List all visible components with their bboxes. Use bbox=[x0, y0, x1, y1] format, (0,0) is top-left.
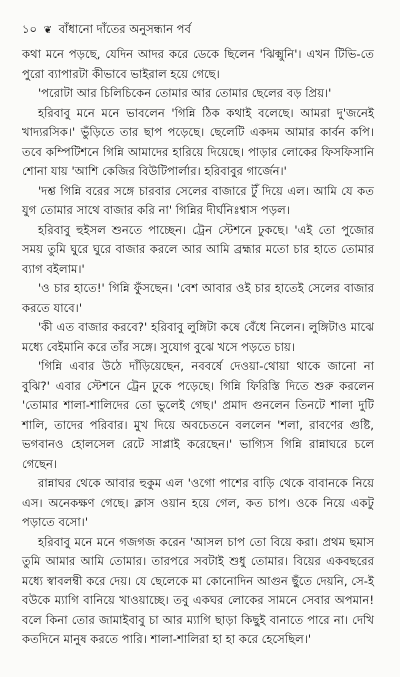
paragraph: 'ও চার হাতে!' গিন্নি ফুঁসছেন। 'বেশ আবার ওই চার হাতেই সেলের বাজার করতে যাবে।' bbox=[22, 281, 374, 315]
paragraph: হরিবাবু মনে মনে গজগজ করেন 'আসল চাপ তো বিয়ে করা। প্রথম ছমাস তুমি আমার আমি তোমার। তারপরে সবটাই শুধু তোমার। বিয়ের একবছরের মধ্যে স্বাবলম্বী করে দেয়। যে ছেলেকে মা কোনোদিন আগুন ছুঁতে দেয়নি, সে-ই বউকে ম্যাগি বানিয়ে খাওয়াচ্ছে। তবু একঘর লোকের সামনে সেবার অপমান! বলে কিনা তোর জামাইবাবু চা আর ম্যাগি ছাড়া কিছুই বানাতে পারে না। দেখি কতদিনে মানুষ করতে পারি। শালা-শালিরা হা হা করে হেসেছিল।' bbox=[22, 534, 374, 646]
paragraph: হরিবাবু মনে মনে ভাবলেন 'গিন্নি ঠিক কথাই বলেছে। আমরা দু'জনেই খাদ্যরসিক।' ভুঁড়িতে তার ছাপ পড়েছে। ছেলেটি একদম আমার কার্বন কপি। তবে কম্পিটিশনে গিন্নি আমাদের হারিয়ে দিয়েছে। পাড়ার লোকের ফিসফিসানি শোনা যায় 'আশি কেজির বিউটিপার্লার। হরিবাবুর গার্জেন।' bbox=[22, 105, 374, 178]
paragraph: কথা মনে পড়ছে, যেদিন আদর করে ডেকে ছিলেন 'ঝিক্মুনি'। এখন টিভি-তে পুরো ব্যাপারটা কীভাবে ভাইরাল হয়ে গেছে। bbox=[22, 47, 374, 81]
paragraph: রান্নাঘর থেকে আবার হুকুম এল 'ওগো পাশের বাড়ি থেকে বাবানকে নিয়ে এস। অনেকক্ষণ গেছে। ক্লাস ওয়ান হয়ে গেল, কত চাপ। ওকে নিয়ে একটু পড়াতে বসো।' bbox=[22, 476, 374, 529]
page-number: ১০ bbox=[22, 22, 37, 36]
book-title: বাঁধানো দাঁতের অনুসন্ধান পর্ব bbox=[58, 22, 191, 36]
paragraph: 'গিন্নি এবার উঠে দাঁড়িয়েছেন, নববর্ষে দেওয়া-থোয়া থাকে জানো না বুঝি?' এবার স্টেশনে ট্রেন ঢুকে পড়েছে। গিন্নি ফিরিস্তি দিতে শুরু করলেন 'তোমার শালা-শালিদের তো ভুলেই গেছ।' প্রমাদ গুনলেন তিনটে শালা দুটি শালি, তাদের পরিবার। মুখ দিয়ে অবচেতনে বললেন 'শলা, রাবণের গুষ্টি, ভগবানও হোলসেল রেটে সাপ্লাই করেছেন।' ভাগ্যিস গিন্নি রান্নাঘরে চলে গেছেন। bbox=[22, 359, 374, 471]
body-text bbox=[22, 45, 374, 650]
running-header bbox=[22, 22, 374, 38]
paragraph: 'দশ্ত গিন্নি বরের সঙ্গে চারবার সেলের বাজারে টুঁ দিয়ে এল। আমি যে কত যুগ তোমার সাথে বাজার করি না' গিন্নির দীর্ঘনিঃশ্বাস পড়ল। bbox=[22, 183, 374, 217]
fleuron-icon: ❦ bbox=[43, 25, 52, 36]
paragraph: 'পরোটা আর চিলিচিকেন তোমার আর তোমার ছেলের বড় প্রিয়।' bbox=[38, 86, 332, 100]
paragraph: 'কী এত বাজার করবে?' হরিবাবু লুঙ্গিটা কষে বেঁধে নিলেন। লুঙ্গিটাও মাঝে মধ্যে বেইমানি করে তাঁর সঙ্গে। সুযোগ বুঝে খসে পড়তে চায়। bbox=[22, 320, 374, 354]
paragraph: হরিবাবু হুইসল শুনতে পাচ্ছেন। ট্রেন স্টেশনে ঢুকছে। 'এই তো পুজোর সময় তুমি ঘুরে ঘুরে বাজার করলে আর আমি ব্রহ্মার মতো চার হাতে তোমার ব্যাগ বইলাম।' bbox=[22, 222, 374, 276]
